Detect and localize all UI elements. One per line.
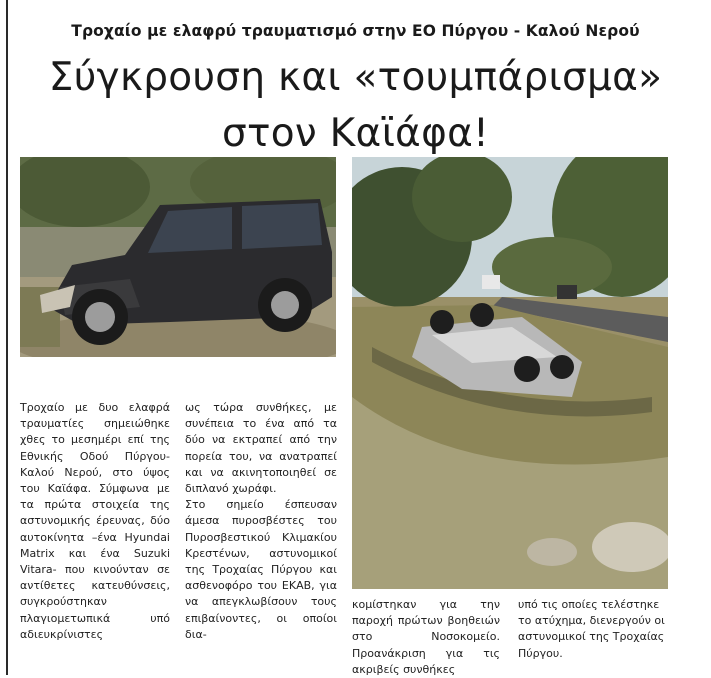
column-3-paragraph: κομίστηκαν για την παροχή πρώτων βοηθειών στο Νοσοκομείο. Προανάκριση για τις ακριβείς συνθήκες bbox=[352, 598, 500, 676]
photo-damaged-suv bbox=[20, 157, 336, 357]
damaged-suv-image bbox=[20, 157, 336, 357]
article-column-3 bbox=[352, 597, 500, 678]
article-headline bbox=[0, 50, 711, 162]
column-2-paragraph-2: Στο σημείο έσπευσαν άμεσα πυροσβέστες του Πυροσβεστικού Κλιμακίου Κρεστένων, αστυνομικοί της Τροχαίας Πύργου και ασθενοφόρο του ΕΚΑΒ, για να απεγκλωβίσουν τους επιβαίνοντες, οι οποίοι δια- bbox=[185, 498, 337, 641]
overturned-car-image bbox=[352, 157, 668, 589]
article-kicker: Τροχαίο με ελαφρύ τραυματισμό στην ΕΟ Πύργου - Καλού Νερού bbox=[71, 22, 640, 40]
column-4-paragraph: υπό τις οποίες τελέστηκε το ατύχημα, διενεργούν οι αστυνομικοί της Τροχαίας Πύργου. bbox=[518, 598, 665, 660]
headline-line-2: στον Καϊάφα! bbox=[221, 111, 490, 156]
article-column-2 bbox=[185, 400, 337, 643]
column-1-paragraph: Τροχαίο με δυο ελαφρά τραυματίες σημειώθηκε χθες το μεσημέρι επί της Εθνικής Οδού Πύργου-Καλού Νερού, στο ύψος του Καϊάφα. Σύμφωνα με τα πρώτα στοιχεία της αστυνομικής έρευνας, δύο αυτοκίνητα –ένα Hyundai Matrix και ένα Suzuki Vitara- που κινούνταν σε αντίθετες κατευθύνσεις, συγκρούστηκαν πλαγιομετωπικά υπό αδιευκρίνιστες bbox=[20, 401, 170, 641]
headline-line-1: Σύγκρουση και «τουμπάρισμα» bbox=[48, 55, 663, 100]
photo-overturned-car bbox=[352, 157, 668, 589]
column-2-paragraph-1: ως τώρα συνθήκες, με συνέπεια το ένα από τα δύο να εκτραπεί από την πορεία του, να ανατραπεί και να ακινητοποιηθεί σε διπλανό χωράφι. bbox=[185, 401, 337, 496]
article-column-4 bbox=[518, 597, 668, 662]
article-column-1 bbox=[20, 400, 170, 643]
